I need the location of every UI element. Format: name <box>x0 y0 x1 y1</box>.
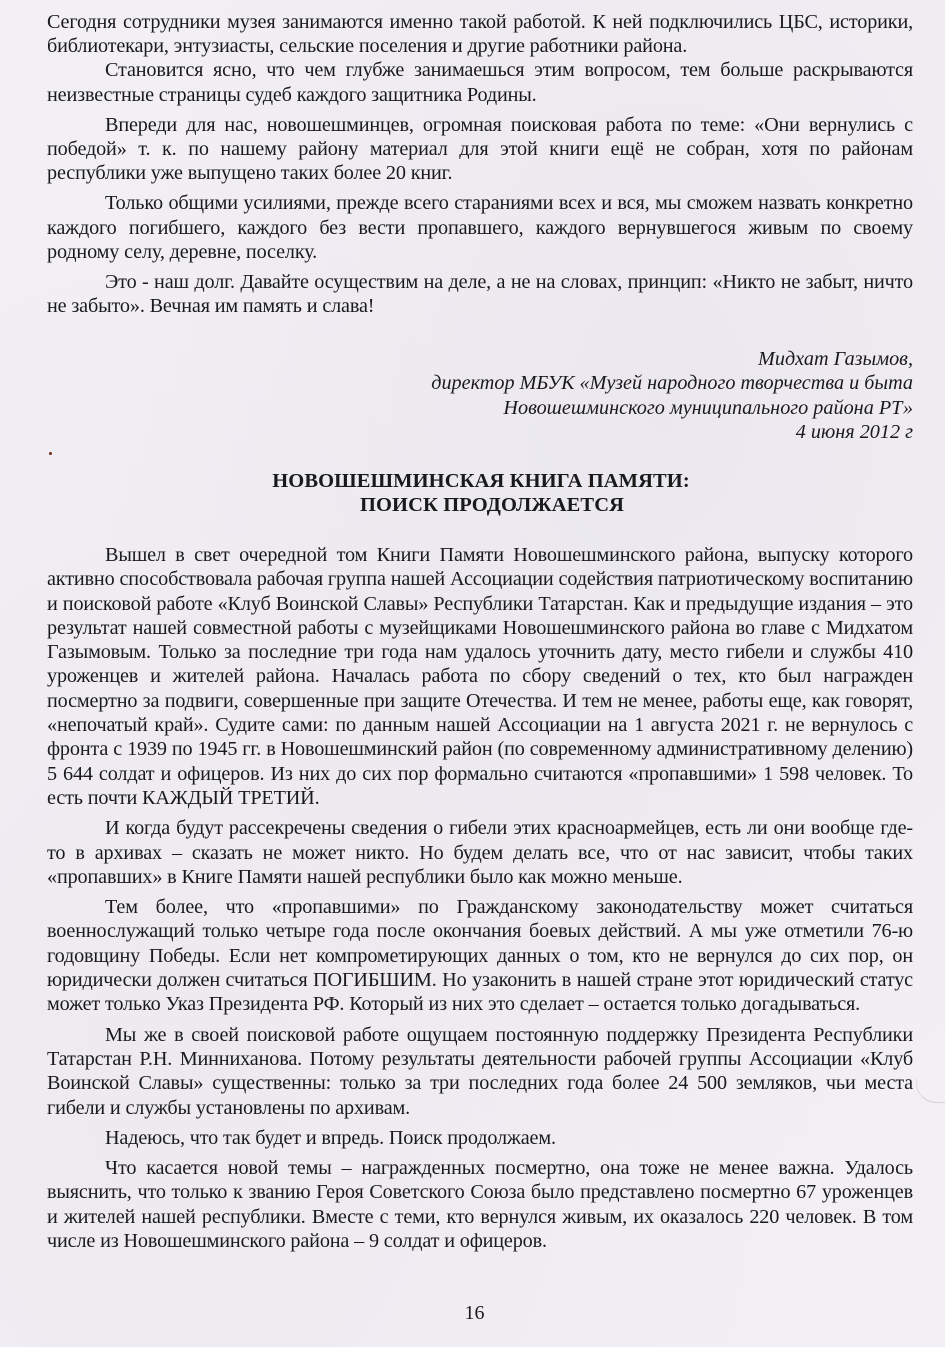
article-paragraph-3: Тем более, что «пропавшими» по Гражданскому законодательству может считаться военнослужащий только четыре года после окончания боевых действий. А мы уже отметили 76-ю годовщину Победы. Если нет компрометирующих данных о том, кто не вернулся до сих пор, он юридически должен считаться ПОГИБШИМ. Но узаконить в нашей стране этот юридический статус может только Указ Президента РФ. Который из них это сделает – остается только догадываться. <box>47 896 913 1016</box>
article-title-line-1: НОВОШЕШМИНСКАЯ КНИГА ПАМЯТИ: <box>272 470 690 492</box>
article-paragraph-6: Что касается новой темы – награжденных посмертно, она тоже не менее важна. Удалось выяснить, что только к званию Героя Советского Союза было представлено посмертно 67 уроженцев и жителей нашей республики. Вместе с теми, кто вернулся живым, их оказалось 220 человек. В том числе из Новошешминского района – 9 солдат и офицеров. <box>47 1157 913 1253</box>
article-paragraph-2: И когда будут рассекречены сведения о гибели этих красноармейцев, есть ли они вообще где-то в архивах – сказать не может никто. Но будем делать все, что от нас зависит, чтобы таких «пропавших» в Книге Памяти нашей республики было как можно меньше. <box>47 817 913 888</box>
author-signature <box>431 347 913 445</box>
intro-paragraph-1: Сегодня сотрудники музея занимаются именно такой работой. К ней подключились ЦБС, историки, библиотекари, энтузиасты, сельские поселения и другие работники района. <box>47 11 913 58</box>
article-paragraph-1: Вышел в свет очередной том Книги Памяти Новошешминского района, выпуску которого активно способствовала рабочая группа нашей Ассоциации содействия патриотическому воспитанию и поисковой работе «Клуб Воинской Славы» Республики Татарстан. Как и предыдущие издания – это результат нашей совместной работы с музейщиками Новошешминского района во главе с Мидхатом Газымовым. Только за последние три года нам удалось уточнить дату, место гибели и службы 410 уроженцев и жителей района. Началась работа по сбору сведений о тех, кто был награжден посмертно за подвиги, совершенные при защите Отечества. И тем не менее, работы еще, как говорят, «непочатый край». Судите сами: по данным нашей Ассоциации на 1 августа 2021 г. не вернулось с фронта с 1939 по 1945 гг. в Новошешминский район (по современному административному делению) 5 644 солдат и офицеров. Из них до сих пор формально считаются «пропавшими» 1 598 человек. То есть почти КАЖДЫЙ ТРЕТИЙ. <box>47 544 913 809</box>
intro-paragraph-2: Становится ясно, что чем глубже занимаешься этим вопросом, тем больше раскрываются неизвестные страницы судеб каждого защитника Родины. <box>47 59 913 106</box>
page-number <box>0 1302 945 1325</box>
article-title <box>47 469 913 517</box>
article-title-line-2: ПОИСК ПРОДОЛЖАЕТСЯ <box>359 494 625 516</box>
signature-organization: Новошешминского муниципального района РТ» <box>503 396 913 419</box>
intro-paragraph-3: Впереди для нас, новошешминцев, огромная поисковая работа по теме: «Они вернулись с победой» т. к. по нашему району материал для этой книги ещё не собран, хотя по районам республики уже выпущено таких более 20 книг. <box>47 113 913 185</box>
signature-name: Мидхат Газымов, <box>758 348 913 370</box>
intro-paragraph-5: Это - наш долг. Давайте осуществим на деле, а не на словах, принцип: «Никто не забыт, ничто не забыто». Вечная им память и слава! <box>47 271 913 318</box>
intro-section <box>47 10 913 318</box>
paper-edge-mark <box>916 1078 945 1103</box>
article-paragraph-4: Мы же в своей поисковой работе ощущаем постоянную поддержку Президента Республики Татарстан Р.Н. Минниханова. Потому результаты деятельности рабочей группы Ассоциации «Клуб Воинской Славы» существенны: только за три последних года более 24 500 земляков, чьи места гибели и службы установлены по архивам. <box>47 1023 913 1119</box>
scan-speck <box>49 452 52 455</box>
article-body <box>47 543 913 1253</box>
signature-position: директор МБУК «Музей народного творчества и быта <box>431 372 913 395</box>
intro-paragraph-4: Только общими усилиями, прежде всего стараниями всех и вся, мы сможем назвать конкретно каждого погибшего, каждого без вести пропавшего, каждого вернувшегося живым по своему родному селу, деревне, поселку. <box>47 192 913 263</box>
article-paragraph-5: Надеюсь, что так будет и впредь. Поиск продолжаем. <box>105 1126 556 1149</box>
signature-date: 4 июня 2012 г <box>795 421 913 444</box>
page-number-text: 16 <box>464 1302 485 1324</box>
